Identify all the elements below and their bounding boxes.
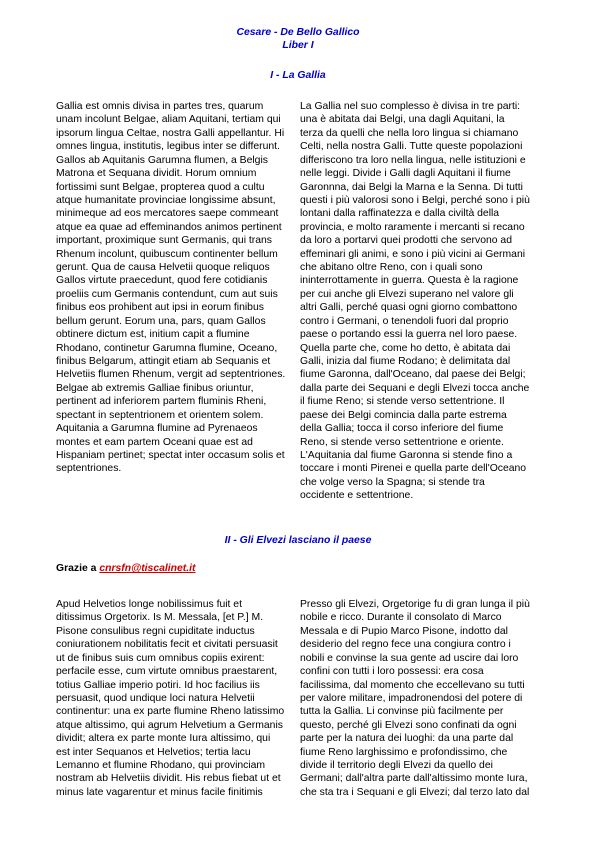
text-line: divide il territorio degli Elvezi da quello dei [300, 760, 493, 772]
text-line: atque ea quae ad effeminandos animos pertinent [56, 221, 282, 233]
text-line: Presso gli Elvezi, Orgetorige fu di gran lunga il più [300, 599, 530, 610]
text-line: ditissimus Orgetorix. Is M. Messala, [et P.] M. [56, 612, 264, 624]
text-line: Rhodano, continetur Garumna flumine, Oceano, [56, 342, 278, 354]
text-line: unam incolunt Belgae, aliam Aquitani, tertiam qui [56, 114, 281, 126]
text-line: L'Aquitania dal fiume Garonna si stende fino a [300, 449, 513, 461]
thanks-email-link[interactable]: cnrsfn@tiscalinet.it [99, 563, 196, 574]
text-line: ipsorum lingua Celtae, nostra Galli appellantur. Hi [56, 127, 285, 139]
thanks-line [56, 562, 196, 575]
thanks-label: Grazie a [56, 563, 97, 574]
text-line: spectant in septentrionem et orientem solem. [56, 409, 264, 421]
text-line: che abitano oltre Reno, con i quali sono [300, 262, 483, 274]
text-line: differiscono tra loro nella lingua, nelle istituzioni e [300, 154, 526, 166]
text-line: tutta la Gallia. Li convinse più facilmente per [300, 706, 504, 718]
text-line: da loro a portarvi quei prodotti che servono ad [300, 235, 512, 247]
text-line: est inter Sequanos et Helvetios; tertia lacu [56, 746, 251, 758]
text-line: per cui anche gli Elvezi superano nel valore gli [300, 288, 514, 300]
text-line: contro i Germani, o tenendoli fuori dal proprio [300, 315, 509, 327]
text-line: La Gallia nel suo complesso è divisa in tre parti: [300, 101, 521, 112]
text-line: atque humanitate provinciae longissime absunt, [56, 194, 276, 206]
text-line: il fiume Reno; si stende verso settentrione. Il [300, 396, 505, 408]
text-line: Belgae ab extremis Galliae finibus oriuntur, [56, 382, 254, 394]
text-line: minus late vagarentur et minus facile finitimis [56, 786, 263, 798]
section-2-latin-text [56, 598, 316, 799]
text-line: minimeque ad eos mercatores saepe commeant [56, 208, 279, 220]
section-1-heading: I - La Gallia [270, 70, 326, 81]
text-line: Garonnna, dai Belgi la Marna e la Senna. Di tutti [300, 181, 523, 193]
text-line: confini con tutti i loro possessi: era cosa [300, 666, 484, 678]
text-line: perfacile esse, cum virtute omnibus praestarent, [56, 666, 278, 678]
text-line: finibus eos prohibent aut ipsi in eorum finibus [56, 302, 264, 314]
text-line: nostram ab Helvetiis dividit. His rebus fiebat ut et [56, 773, 281, 785]
text-line: Pisone consulibus regni cupiditate inductus [56, 625, 255, 637]
text-line: omnes lingua, institutis, legibus inter se differunt. [56, 141, 280, 153]
text-line: Gallia est omnis divisa in partes tres, quarum [56, 101, 264, 112]
text-line: paese o portando essi la guerra nel loro paese. [300, 329, 518, 341]
text-line: Apud Helvetios longe nobilissimus fuit et [56, 599, 242, 610]
text-line: important, proximique sunt Germanis, qui trans [56, 235, 272, 247]
text-line: Galli, inizia dal fiume Rodano; è delimitata dal [300, 356, 511, 368]
text-line: provincia, e molto raramente i mercanti si recano [300, 221, 525, 233]
text-line: nelle leggi. Divide i Galli dagli Aquitani il fiume [300, 168, 511, 180]
text-line: Matrona et Sequana dividit. Horum omnium [56, 168, 257, 180]
text-line: nobile e ricco. Durante il consolato di Marco [300, 612, 502, 624]
text-line: facilissima, dal momento che eccellevano su tutti [300, 679, 525, 691]
text-line: ut de finibus suis cum omnibus copiis exirent: [56, 652, 265, 664]
text-line: lontani dalla raffinatezza e dalla civiltà della [300, 208, 500, 220]
text-line: Helvetiis flumen Rhenum, vergit ad septentriones. [56, 369, 286, 381]
text-line: coniurationem nobilitatis fecit et civitati persuasit [56, 639, 278, 651]
book-title: Liber I [282, 40, 314, 51]
text-line: questi i più valorosi sono i Belgi, perché sono i più [300, 194, 530, 206]
document-title: Cesare - De Bello Gallico [236, 27, 360, 38]
text-line: che sta tra i Sequani e gli Elvezi; dal terzo lato dal [300, 786, 530, 798]
text-line: obtinere dictum est, initium capit a flumine [56, 329, 250, 341]
text-line: della Gallia; tocca il corso inferiore del fiume [300, 423, 504, 435]
text-line: Quella parte che, come ho detto, è abitata dai [300, 342, 511, 354]
text-line: terza da quelli che nella loro lingua si chiamano [300, 127, 519, 139]
text-line: montes et eam partem Oceani quae est ad [56, 436, 253, 448]
text-line: Hispaniam pertinet; spectat inter occasum solis et [56, 449, 285, 461]
text-line: fiume Garonna, dall'Oceano, dal paese dei Belgi; [300, 369, 526, 381]
section-1-latin-text [56, 100, 316, 476]
text-line: totius Galliae imperio potiri. Id hoc facilius iis [56, 679, 260, 691]
text-line: proeliis cum Germanis contendunt, cum aut suis [56, 288, 278, 300]
text-line: che volge verso la Spagna; si stende tra [300, 476, 485, 488]
text-line: fiume Reno larghissimo e profondissimo, che [300, 746, 508, 758]
text-line: Gallos virtute praecedunt, quod fere cotidianis [56, 275, 268, 287]
text-line: Rhenum incolunt, quibuscum continenter bellum [56, 248, 278, 260]
text-line: Celti, nella nostra Galli. Tutte queste popolazioni [300, 141, 523, 153]
text-line: desiderio del regno fece una congiura contro i [300, 639, 511, 651]
text-line: fortissimi sunt Belgae, propterea quod a cultu [56, 181, 265, 193]
text-line: pertinent ad inferiorem partem fluminis Rheni, [56, 396, 267, 408]
text-line: Lemanno et flumine Rhodano, qui provinciam [56, 760, 266, 772]
section-1-italian-text [300, 100, 560, 503]
text-line: per valore militare, impadronendosi del potere di [300, 692, 523, 704]
text-line: finibus Belgarum, attingit etiam ab Sequanis et [56, 356, 271, 368]
text-line: dalla parte dei Sequani e degli Elvezi tocca anche [300, 382, 530, 394]
text-line: effeminari gli animi, e sono i più vicini ai Germani [300, 248, 526, 260]
text-line: occidente e settentrione. [300, 490, 414, 502]
text-line: nobili e convinse la sua gente ad uscire dai loro [300, 652, 519, 664]
text-line: septentriones. [56, 463, 122, 475]
text-line: una è abitata dai Belgi, una dagli Aquitani, la [300, 114, 505, 126]
text-line: atque altissimo, qui agrum Helvetium a Germanis [56, 719, 283, 731]
text-line: Gallos ab Aquitanis Garumna flumen, a Belgis [56, 154, 268, 166]
section-2-heading: II - Gli Elvezi lasciano il paese [224, 535, 372, 546]
text-line: Germani; dall'altra parte dall'altissimo monte Iura, [300, 773, 528, 785]
text-line: toccare i monti Pirenei e quella parte dell'Oceano [300, 463, 527, 475]
text-line: paese dei Belgi comincia dalla parte estrema [300, 409, 507, 421]
text-line: Messala e di Pupio Marco Pisone, indotto dal [300, 625, 508, 637]
text-line: bellum gerunt. Eorum una, pars, quam Gallos [56, 315, 266, 327]
section-2-italian-text [300, 598, 560, 799]
text-line: Reno, si stende verso settentrione e oriente. [300, 436, 504, 448]
text-line: parte per la natura dei luoghi: da una parte dal [300, 733, 514, 745]
text-line: continentur: una ex parte flumine Rheno latissimo [56, 706, 285, 718]
text-line: persuasit, quod undique loci natura Helvetii [56, 692, 255, 704]
text-line: altri Galli, perché quasi ogni giorno combattono [300, 302, 518, 314]
text-line: Aquitania a Garumna flumine ad Pyrenaeos [56, 423, 258, 435]
text-line: gerunt. Qua de causa Helvetii quoque reliquos [56, 262, 270, 274]
text-line: dividit; altera ex parte monte Iura altissimo, qui [56, 733, 271, 745]
text-line: ininterrottamente in guerra. Questa è la ragione [300, 275, 519, 287]
text-line: questo, perché gli Elvezi sono confinati da ogni [300, 719, 517, 731]
